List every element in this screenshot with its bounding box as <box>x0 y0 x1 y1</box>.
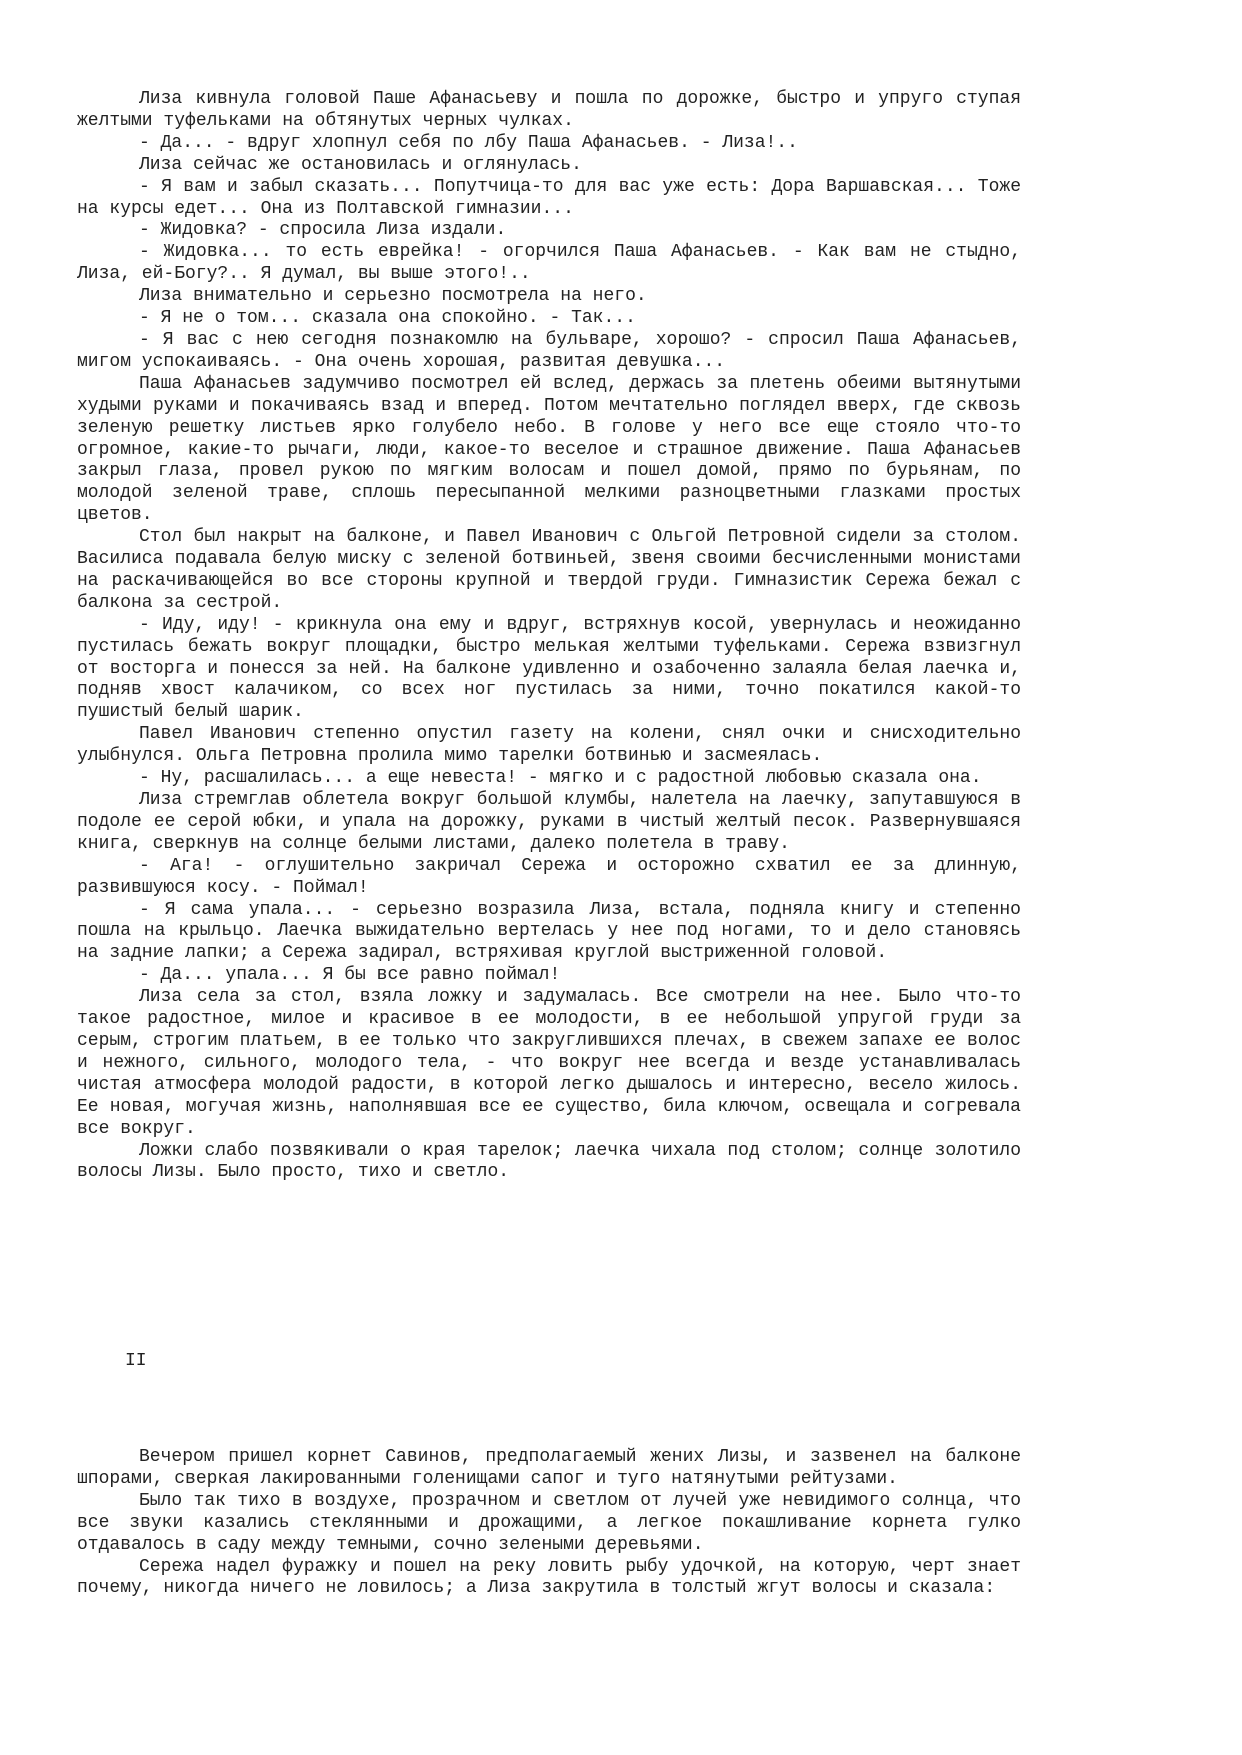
chapter-one-text <box>77 89 1021 1184</box>
paragraph: - Иду, иду! - крикнула она ему и вдруг, встряхнув косой, увернулась и неожиданно пустилась бежать вокруг площадки, быстро мелькая желтыми туфельками. Сережа взвизгнул от восторга и понесся за ней. На балконе удивленно и озабоченно залаяла белая лаечка и, подняв хвост калачиком, со всех ног пустилась за ними, точно покатился какой-то пушистый белый шарик. <box>77 614 1021 723</box>
paragraph: Лиза села за стол, взяла ложку и задумалась. Все смотрели на нее. Было что-то такое радостное, милое и красивое в ее молодости, в ее небольшой упругой груди за серым, строгим платьем, в ее только что закруглившихся плечах, в свежем запахе ее волос и нежного, сильного, молодого тела, - что вокруг нее всегда и везде устанавливалась чистая атмосфера молодой радости, в которой легко дышалось и интересно, весело жилось. Ее новая, могучая жизнь, наполнявшая все ее существо, била ключом, освещала и согревала все вокруг. <box>77 987 1021 1139</box>
paragraph: Было так тихо в воздухе, прозрачном и светлом от лучей уже невидимого солнца, что все звуки казались стеклянными и дрожащими, а легкое покашливание корнета гулко отдавалось в саду между темными, сочно зелеными деревьями. <box>77 1490 1021 1555</box>
paragraph: - Ага! - оглушительно закричал Сережа и осторожно схватил ее за длинную, развившуюся косу. - Поймал! <box>77 855 1021 898</box>
paragraph: Паша Афанасьев задумчиво посмотрел ей вслед, держась за плетень обеими вытянутыми худыми руками и покачиваясь взад и вперед. Потом мечтательно поглядел вверх, где сквозь зеленую решетку листьев ярко голубело небо. В голове у него все еще стояло что-то огромное, какие-то рычаги, люди, какое-то веселое и страшное движение. Паша Афанасьев закрыл глаза, провел рукою по мягким волосам и пошел домой, прямо по бурьянам, по молодой зеленой траве, сплошь пересыпанной мелкими разноцветными глазками простых цветов. <box>77 373 1021 526</box>
paragraph: Лиза стремглав облетела вокруг большой клумбы, налетела на лаечку, запутавшуюся в подоле ее серой юбки, и упала на дорожку, руками в чистый желтый песок. Развернувшаяся книга, сверкнув на солнце белыми листами, далеко полетела в траву. <box>77 790 1021 854</box>
paragraph: - Я не о том... сказала она спокойно. - Так... <box>139 308 636 329</box>
chapter-heading: II <box>125 1351 147 1371</box>
paragraph: Павел Иванович степенно опустил газету на колени, снял очки и снисходительно улыбнулся. Ольга Петровна пролила мимо тарелки ботвинью и засмеялась. <box>77 724 1021 767</box>
paragraph: - Жидовка... то есть еврейка! - огорчился Паша Афанасьев. - Как вам не стыдно, Лиза, ей-Богу?.. Я думал, вы выше этого!.. <box>77 242 1021 285</box>
paragraph: - Ну, расшалилась... а еще невеста! - мягко и с радостной любовью сказала она. <box>139 768 982 789</box>
paragraph: - Да... упала... Я бы все равно поймал! <box>139 965 561 986</box>
paragraph: Сережа надел фуражку и пошел на реку ловить рыбу удочкой, на которую, черт знает почему, никогда ничего не ловилось; а Лиза закрутила в толстый жгут волосы и сказала: <box>77 1556 1021 1599</box>
chapter-two-text <box>77 1447 1021 1600</box>
paragraph: - Жидовка? - спросила Лиза издали. <box>139 220 507 241</box>
paragraph: Вечером пришел корнет Савинов, предполагаемый жених Лизы, и зазвенел на балконе шпорами, сверкая лакированными голенищами сапог и туго натянутыми рейтузами. <box>77 1447 1021 1489</box>
paragraph: - Я вас с нею сегодня познакомлю на бульваре, хорошо? - спросил Паша Афанасьев, мигом успокаиваясь. - Она очень хорошая, развитая девушка... <box>77 329 1021 372</box>
paragraph: Стол был накрыт на балконе, и Павел Иванович с Ольгой Петровной сидели за столом. Василиса подавала белую миску с зеленой ботвиньей, звеня своими бесчисленными монистами на раскачивающейся во все стороны крупной и твердой груди. Гимназистик Сережа бежал с балкона за сестрой. <box>77 527 1021 613</box>
paragraph: - Да... - вдруг хлопнул себя по лбу Паша Афанасьев. - Лиза!.. <box>139 132 798 153</box>
paragraph: Лиза внимательно и серьезно посмотрела на него. <box>139 286 647 307</box>
paragraph: - Я вам и забыл сказать... Попутчица-то для вас уже есть: Дора Варшавская... Тоже на курсы едет... Она из Полтавской гимназии... <box>77 176 1021 219</box>
paragraph: - Я сама упала... - серьезно возразила Лиза, встала, подняла книгу и степенно пошла на крыльцо. Лаечка выжидательно вертелась у нее под ногами, то и дело становясь на задние лапки; а Сережа задирал, встряхивая круглой выстриженной головой. <box>77 899 1021 964</box>
paragraph: Лиза кивнула головой Паше Афанасьеву и пошла по дорожке, быстро и упруго ступая желтыми туфельками на обтянутых черных чулках. <box>77 89 1021 131</box>
paragraph: Лиза сейчас же остановилась и оглянулась. <box>139 154 582 175</box>
paragraph: Ложки слабо позвякивали о края тарелок; лаечка чихала под столом; солнце золотило волосы Лизы. Было просто, тихо и светло. <box>77 1140 1021 1183</box>
